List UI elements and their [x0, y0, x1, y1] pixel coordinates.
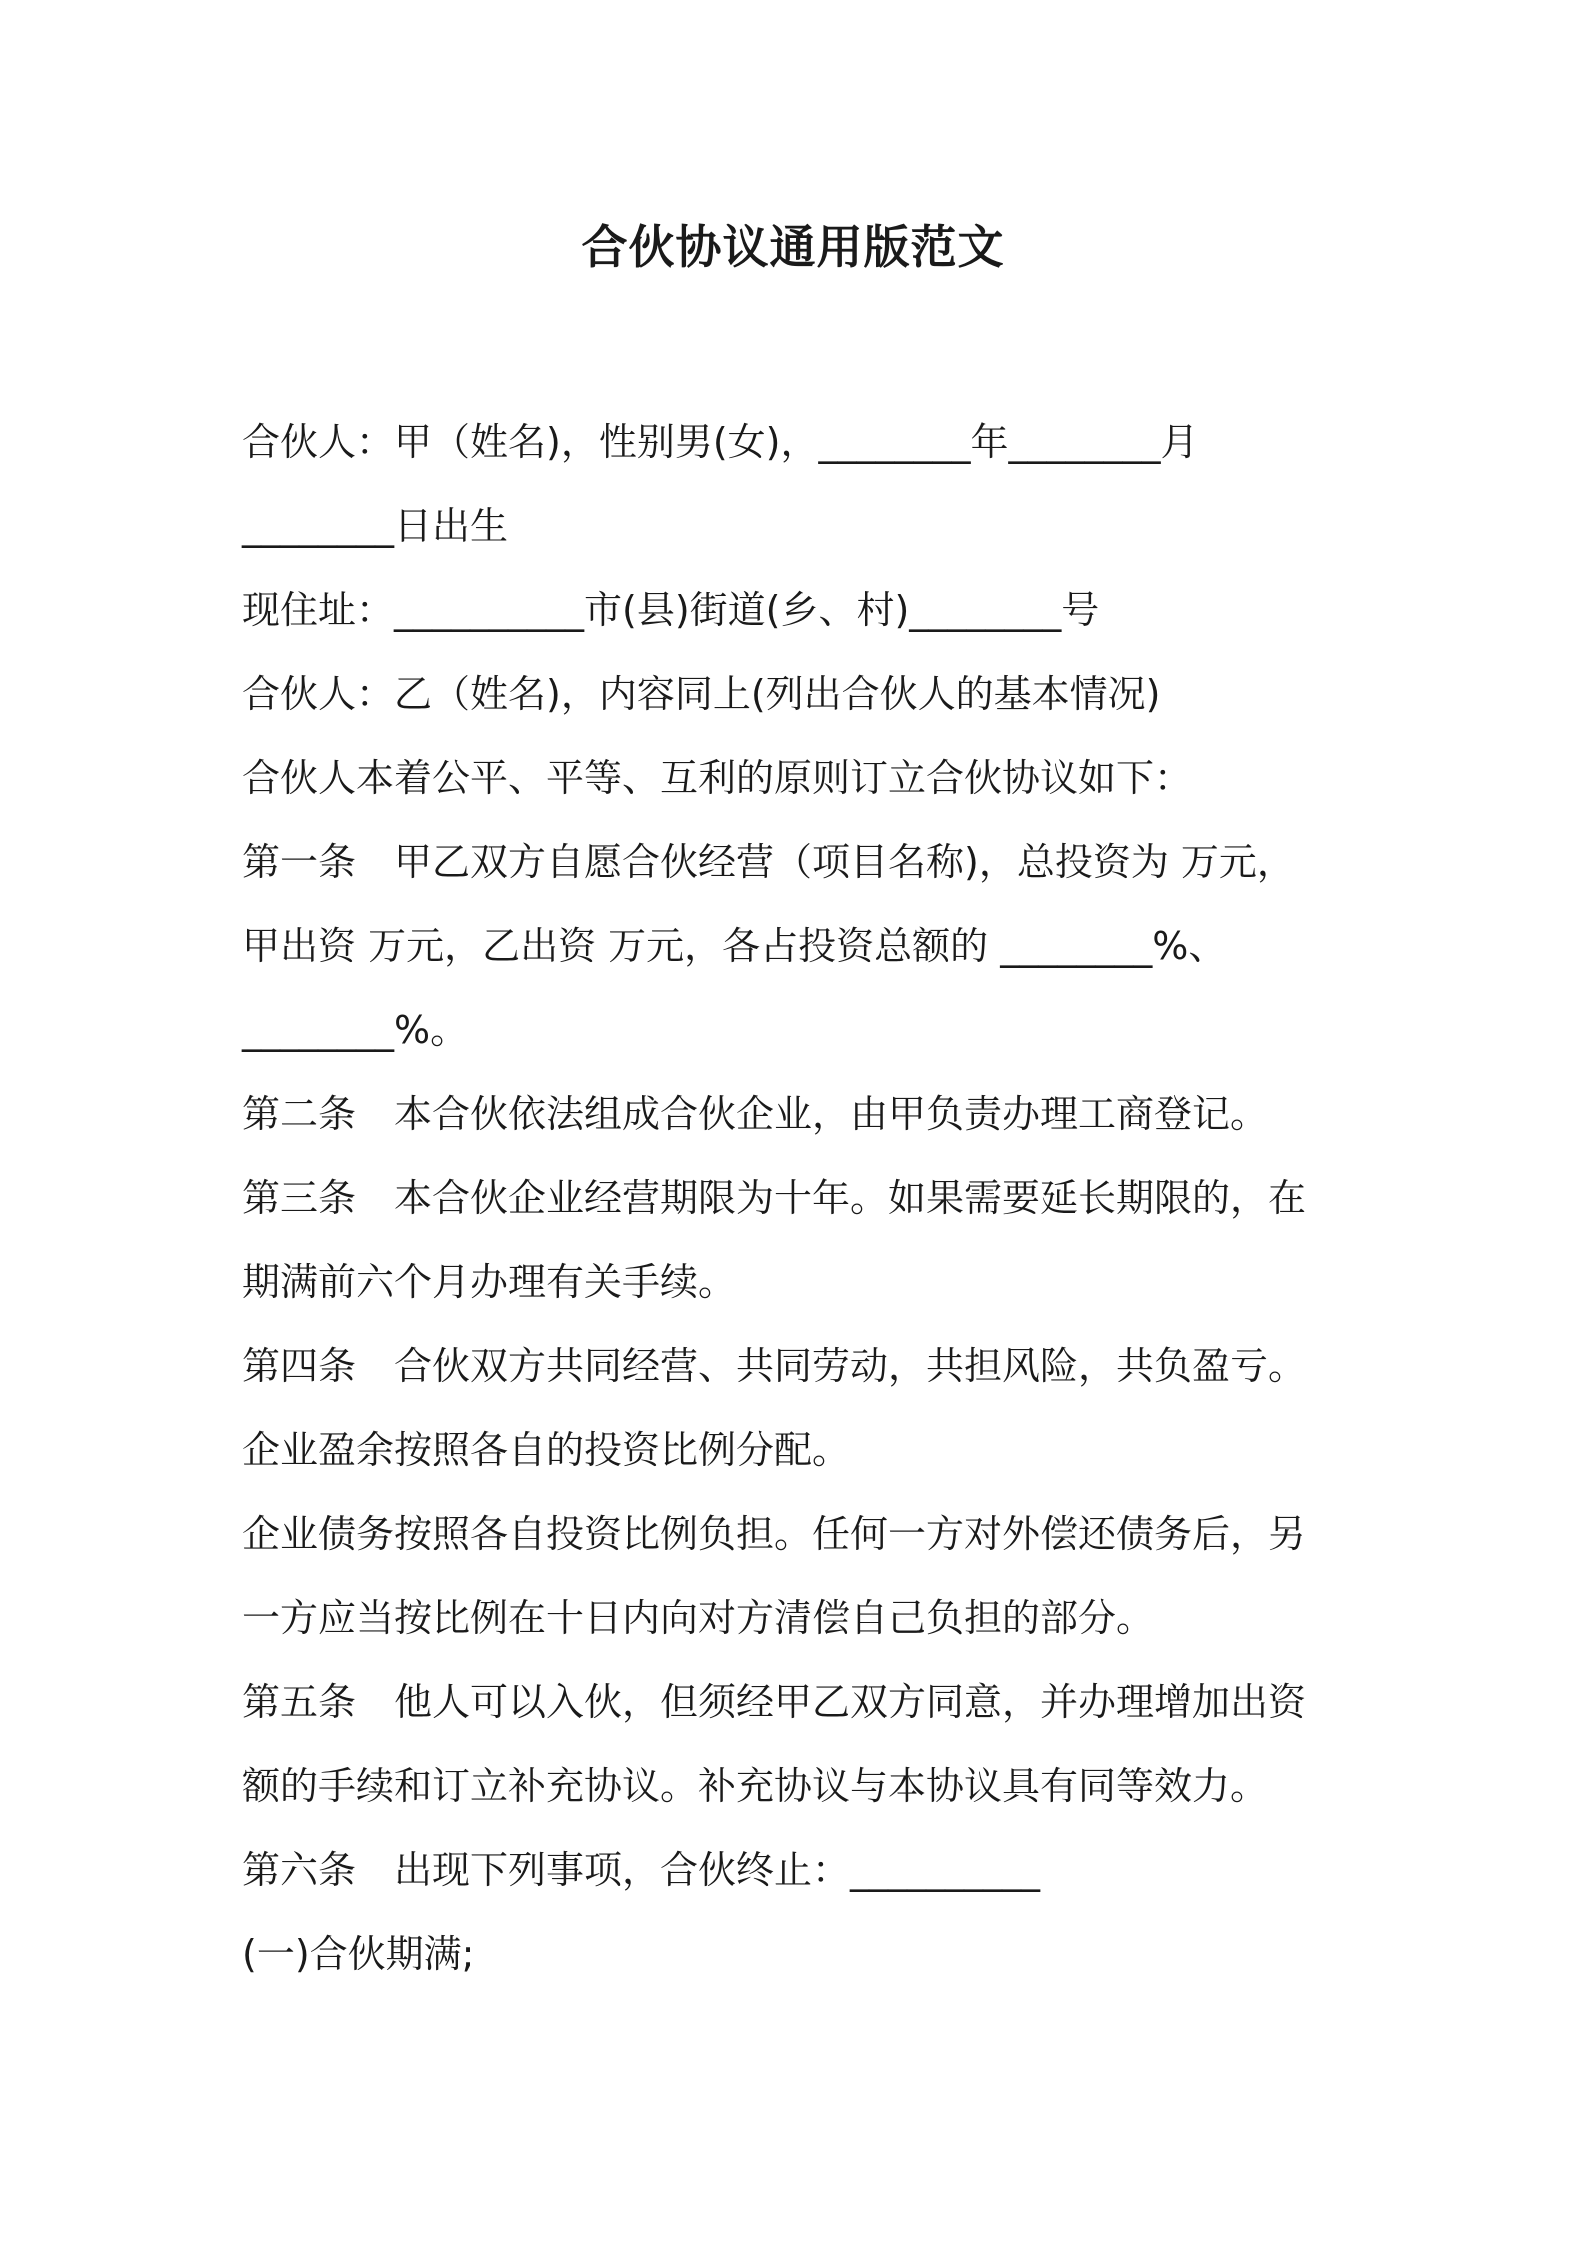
document-body — [242, 400, 1352, 1996]
paragraph-line-partner-a: 合伙人：甲（姓名)，性别男(女)，________年________月 — [242, 420, 1199, 464]
article-4-line-2: 企业盈余按照各自的投资比例分配。 — [242, 1428, 851, 1472]
article-4-line-4: 一方应当按比例在十日内向对方清偿自己负担的部分。 — [242, 1596, 1155, 1640]
article-2-line-1: 第二条 本合伙依法组成合伙企业，由甲负责办理工商登记。 — [242, 1092, 1269, 1136]
article-5-line-2: 额的手续和订立补充协议。补充协议与本协议具有同等效力。 — [242, 1764, 1269, 1808]
article-5-line-1: 第五条 他人可以入伙，但须经甲乙双方同意，并办理增加出资 — [242, 1680, 1307, 1724]
document-title: 合伙协议通用版范文 — [581, 220, 1005, 274]
article-6-line-1: 第六条 出现下列事项，合伙终止：__________ — [242, 1848, 1041, 1892]
article-3-line-2: 期满前六个月办理有关手续。 — [242, 1260, 737, 1304]
article-4-line-1: 第四条 合伙双方共同经营、共同劳动，共担风险，共负盈亏。 — [242, 1344, 1307, 1388]
paragraph-line-address: 现住址：__________市(县)街道(乡、村)________号 — [242, 588, 1100, 632]
article-6-item-1: (一)合伙期满; — [242, 1932, 475, 1976]
article-1-line-3: ________%。 — [242, 1008, 469, 1052]
article-1-line-2: 甲出资 万元，乙出资 万元，各占投资总额的 ________%、 — [242, 924, 1227, 968]
paragraph-line-birth-date: ________日出生 — [242, 504, 509, 548]
article-1-line-1: 第一条 甲乙双方自愿合伙经营（项目名称)，总投资为 万元， — [242, 840, 1295, 884]
paragraph-line-partner-b: 合伙人：乙（姓名)，内容同上(列出合伙人的基本情况) — [242, 672, 1161, 716]
article-4-line-3: 企业债务按照各自投资比例负担。任何一方对外偿还债务后，另 — [242, 1512, 1307, 1556]
paragraph-line-preamble: 合伙人本着公平、平等、互利的原则订立合伙协议如下： — [242, 756, 1193, 800]
article-3-line-1: 第三条 本合伙企业经营期限为十年。如果需要延长期限的，在 — [242, 1176, 1307, 1220]
